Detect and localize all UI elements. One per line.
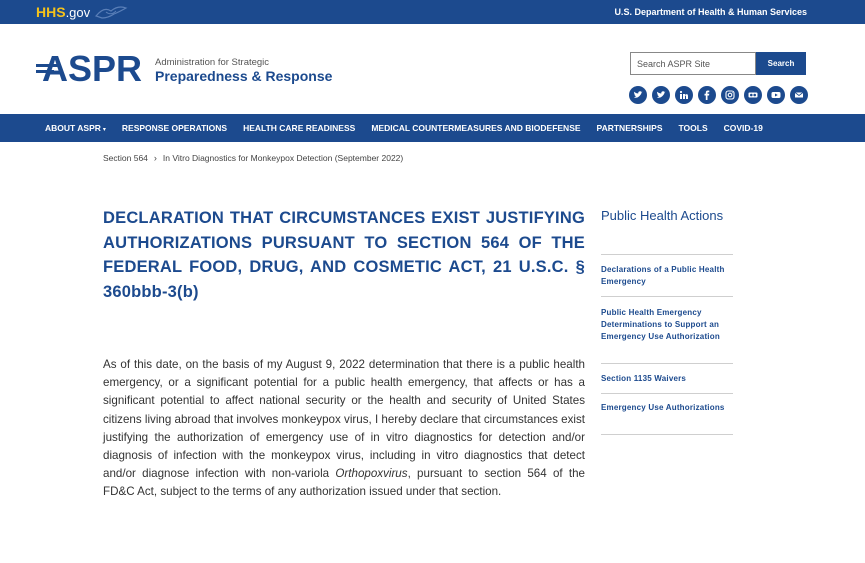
hhs-logo-main: HHS <box>36 4 66 20</box>
nav-item-response-operations[interactable]: RESPONSE OPERATIONS <box>121 123 228 133</box>
chevron-right-icon: › <box>153 153 157 163</box>
sidebar-item-declarations[interactable]: Declarations of a Public Health Emergency <box>601 254 733 296</box>
breadcrumb <box>103 153 403 163</box>
flickr-icon[interactable] <box>744 86 762 104</box>
paragraph-text-end: , pursuant to section 564 of the FD&C Act, subject to the terms of any authorization issued under that section. <box>103 467 585 499</box>
hhs-department-link[interactable]: U.S. Department of Health & Human Services <box>614 7 807 17</box>
linkedin-icon[interactable] <box>675 86 693 104</box>
aspr-subtitle-line1: Administration for Strategic <box>155 57 270 68</box>
paragraph-text-italic: Orthopoxvirus <box>335 467 408 481</box>
aspr-subtitle-line2: Preparedness & Response <box>155 68 333 84</box>
hhs-logo[interactable] <box>36 4 90 20</box>
youtube-icon[interactable] <box>767 86 785 104</box>
hhs-top-bar <box>0 0 865 24</box>
aspr-logo[interactable] <box>36 50 152 84</box>
aspr-logo-text: ASPR <box>42 50 143 84</box>
search-button[interactable]: Search <box>756 52 806 75</box>
nav-item-about-aspr[interactable] <box>45 123 106 133</box>
paragraph-text-start: As of this date, on the basis of my August 9, 2022 determination that there is a public health emergency, or a significant potential for a public health emergency, that affects or has a significant potential to affect national security or the health and security of United States citizens living abroad that involves monkeypox virus, I hereby declare that circumstances exist justifying the authorization of emergency use of in vitro diagnostics for detection and/or diagnosis of infection with the monkeypox virus, including in vitro diagnostics that detect and/or diagnose infection with non-variola <box>103 358 586 481</box>
hhs-eagle-icon <box>94 2 128 22</box>
main-nav <box>0 114 865 142</box>
nav-item-health-care-readiness[interactable]: HEALTH CARE READINESS <box>243 123 356 133</box>
twitter-icon[interactable] <box>629 86 647 104</box>
hhs-logo-suffix: .gov <box>65 5 91 20</box>
email-icon[interactable] <box>790 86 808 104</box>
page-title: DECLARATION THAT CIRCUMSTANCES EXIST JUSTIFYING AUTHORIZATIONS PURSUANT TO SECTION 564 OF THE FEDERAL FOOD, DRUG, AND COSMETIC ACT, 21 U.S.C. § 360bbb-3(b) <box>103 209 585 301</box>
nav-item-tools[interactable]: TOOLS <box>678 123 708 133</box>
instagram-icon[interactable] <box>721 86 739 104</box>
nav-item-covid-19[interactable]: COVID-19 <box>723 123 763 133</box>
social-icons <box>629 86 808 104</box>
sidebar-item-emergency-use-authorizations[interactable]: Emergency Use Authorizations <box>601 393 733 435</box>
sidebar-item-determinations[interactable]: Public Health Emergency Determinations to Support an Emergency Use Authorization <box>601 296 733 363</box>
sidebar-title: Public Health Actions <box>601 208 724 223</box>
sidebar-list <box>601 254 733 435</box>
breadcrumb-link-section-564[interactable]: Section 564 <box>103 153 148 163</box>
breadcrumb-current-page: In Vitro Diagnostics for Monkeypox Detection (September 2022) <box>162 153 404 163</box>
facebook-icon[interactable] <box>698 86 716 104</box>
twitter-icon[interactable] <box>652 86 670 104</box>
nav-item-label: ABOUT ASPR <box>45 123 101 133</box>
search-input[interactable] <box>630 52 756 75</box>
nav-item-medical-countermeasures[interactable]: MEDICAL COUNTERMEASURES AND BIODEFENSE <box>371 123 581 133</box>
nav-item-partnerships[interactable]: PARTNERSHIPS <box>596 123 663 133</box>
caret-down-icon: ▾ <box>102 127 106 133</box>
declaration-paragraph <box>103 356 585 502</box>
sidebar-item-1135-waivers[interactable]: Section 1135 Waivers <box>601 363 733 393</box>
